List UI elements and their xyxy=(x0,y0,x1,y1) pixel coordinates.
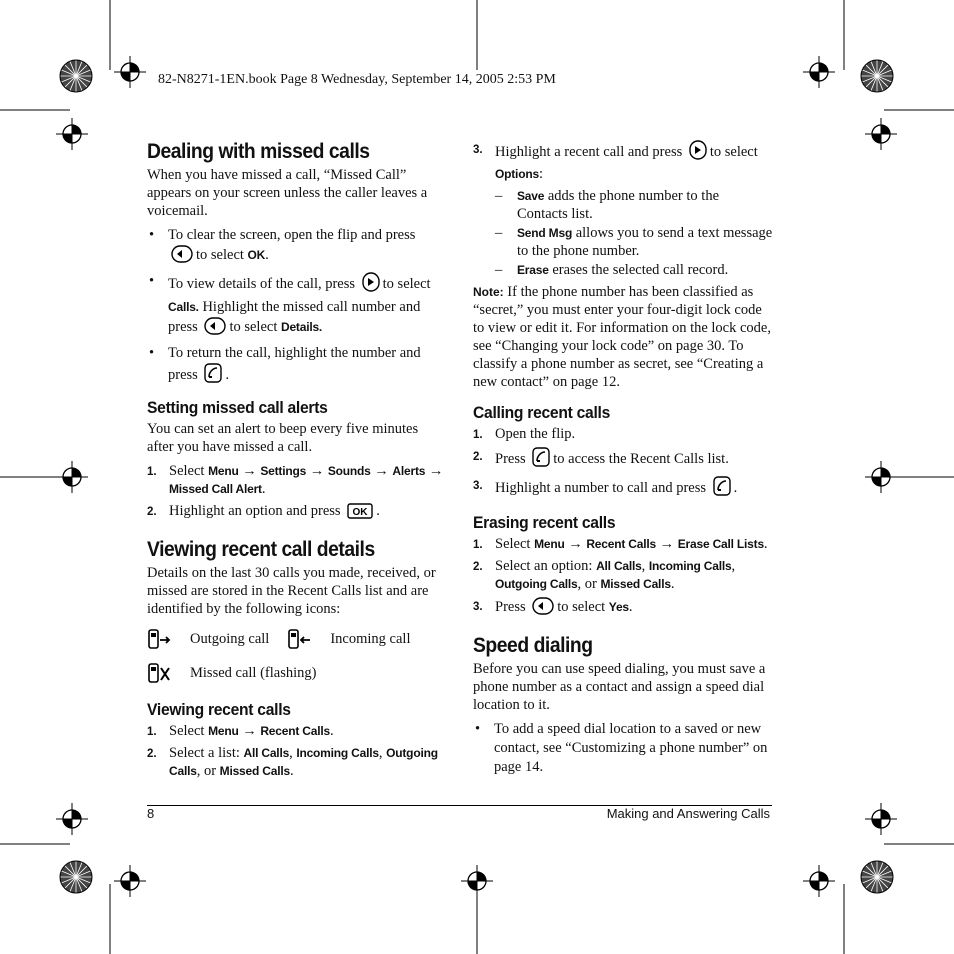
list-item: 2. Press to access the Recent Calls list. xyxy=(473,447,773,472)
outgoing-label: Outgoing call xyxy=(190,630,270,647)
list-item: 2. Select an option: All Calls, Incoming Calls, Outgoing Calls, or Missed Calls. xyxy=(473,558,736,592)
heading-calling-recent: Calling recent calls xyxy=(473,403,611,422)
viewing-steps xyxy=(147,722,447,780)
send-key-icon xyxy=(713,476,731,501)
options-list xyxy=(473,187,773,279)
list-item: 1. Select Menu → Recent Calls. xyxy=(147,723,334,739)
book-header: 82-N8271-1EN.book Page 8 Wednesday, September 14, 2005 2:53 PM xyxy=(158,72,556,87)
list-item: – Send Msg allows you to send a text message to the phone number. xyxy=(473,224,773,260)
speed-intro: Before you can use speed dialing, you must save a phone number as a contact and assign a speed dial location to it. xyxy=(473,661,766,713)
heading-speed-dialing: Speed dialing xyxy=(473,634,593,657)
right-softkey-icon xyxy=(362,272,380,298)
heading-erasing-recent: Erasing recent calls xyxy=(473,513,616,532)
options-steps xyxy=(473,140,773,183)
list-item: – Save adds the phone number to the Contacts list. xyxy=(473,187,773,223)
list-item: • To clear the screen, open the flip and press to select OK. xyxy=(147,226,447,269)
missed-call-icon xyxy=(147,660,175,686)
calling-steps xyxy=(473,425,773,501)
list-item: – Erase erases the selected call record. xyxy=(473,261,773,279)
left-softkey-icon xyxy=(171,245,193,269)
send-key-icon xyxy=(204,363,222,389)
right-column xyxy=(473,140,773,780)
speed-bullets xyxy=(473,720,773,777)
heading-missed-alerts: Setting missed call alerts xyxy=(147,398,328,417)
incoming-label: Incoming call xyxy=(330,630,411,647)
alerts-steps xyxy=(147,462,447,524)
heading-missed-calls: Dealing with missed calls xyxy=(147,140,370,163)
page-number: 8 xyxy=(147,806,155,821)
list-item: 2. Highlight an option and press OK . xyxy=(147,502,447,524)
send-key-icon xyxy=(532,447,550,472)
chapter-title: Making and Answering Calls xyxy=(606,806,770,821)
left-softkey-icon xyxy=(204,317,226,341)
missed-intro: When you have missed a call, “Missed Call” appears on your screen unless the caller leaves a voicemail. xyxy=(147,167,428,219)
right-softkey-icon xyxy=(689,140,707,165)
heading-recent-details: Viewing recent call details xyxy=(147,538,375,561)
secret-note: Note: If the phone number has been classified as “secret,” you must enter your four-digit lock code to view or edit it. For information on the lock code, see “Changing your lock code” on page 30. To classify a phone number as secret, see “Creating a new contact” on page 12. xyxy=(473,284,771,390)
details-intro: Details on the last 30 calls you made, received, or missed are stored in the Recent Calls list and are identified by the following icons: xyxy=(147,565,436,617)
ok-key-icon xyxy=(347,503,373,524)
list-item: 1. Select Menu → Recent Calls → Erase Call Lists. xyxy=(473,536,768,552)
missed-label: Missed call (flashing) xyxy=(190,664,317,681)
list-item: 3. Highlight a recent call and press to select Options: xyxy=(473,140,773,183)
list-item: • To add a speed dial location to a saved or new contact, see “Customizing a phone number” on page 14. xyxy=(473,720,773,777)
left-column xyxy=(147,140,447,784)
left-softkey-icon xyxy=(532,597,554,620)
list-item: 1. Open the flip. xyxy=(473,426,576,442)
missed-bullets xyxy=(147,226,447,389)
icon-legend-row xyxy=(147,624,447,654)
list-item: 3. Highlight a number to call and press . xyxy=(473,476,773,501)
list-item: • To view details of the call, press to select Calls. Highlight the missed call number and press to select Details. xyxy=(147,272,447,341)
erasing-steps xyxy=(473,535,773,620)
outgoing-call-icon xyxy=(147,626,175,652)
list-item: • To return the call, highlight the number and press . xyxy=(147,344,447,389)
list-item: 1. Select Menu → Settings → Sounds → Alerts → Missed Call Alert. xyxy=(147,463,444,497)
list-item: 2. Select a list: All Calls, Incoming Calls, Outgoing Calls, or Missed Calls. xyxy=(147,745,438,779)
incoming-call-icon xyxy=(287,626,315,652)
icon-legend-row xyxy=(147,658,447,688)
svg-text:OK: OK xyxy=(352,507,368,518)
alerts-intro: You can set an alert to beep every five minutes after you have missed a call. xyxy=(147,421,419,455)
heading-viewing-recent: Viewing recent calls xyxy=(147,700,291,719)
list-item: 3. Press to select Yes. xyxy=(473,597,773,620)
